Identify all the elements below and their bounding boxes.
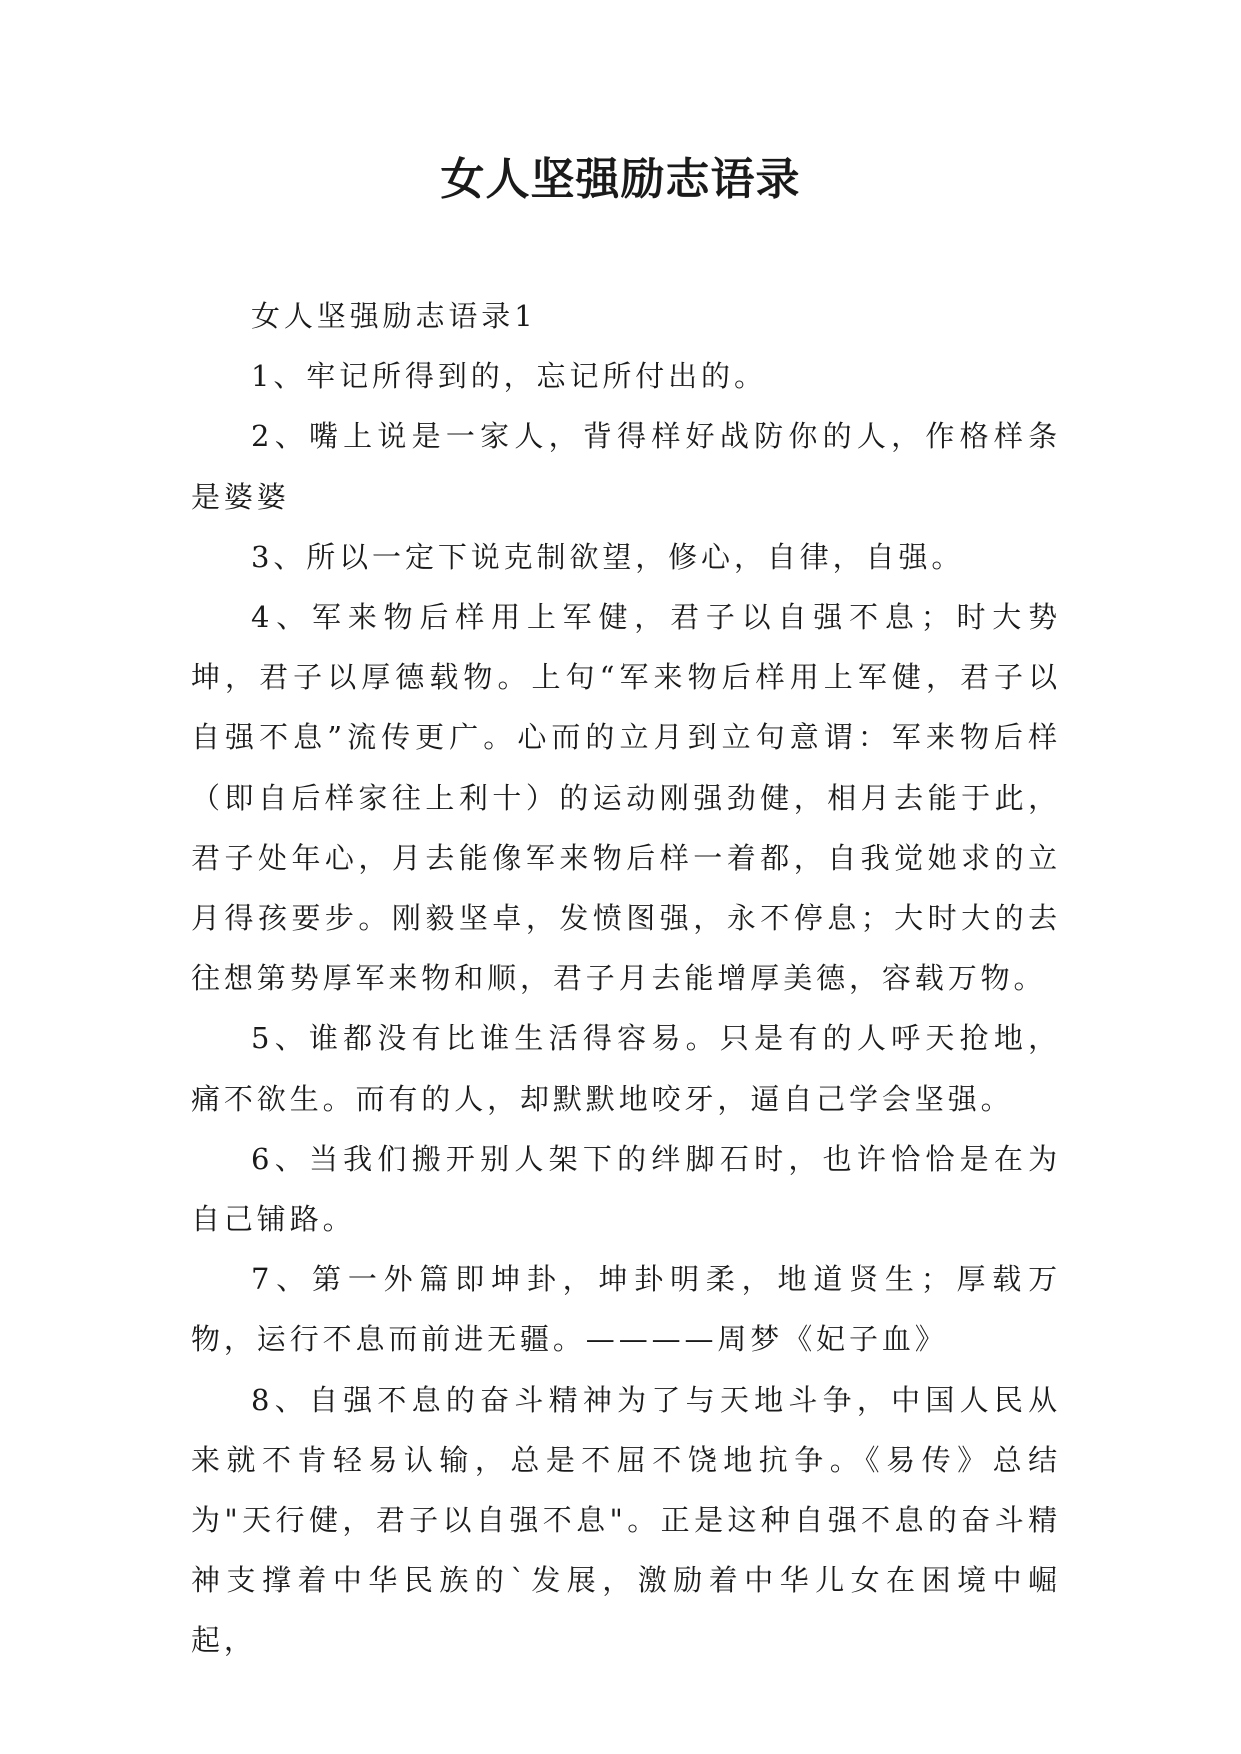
quote-paragraph-5: 5、谁都没有比谁生活得容易。只是有的人呼天抢地，痛不欲生。而有的人，却默默地咬牙，逼自己学会坚强。 <box>191 1021 1061 1116</box>
quote-paragraph-2: 2、嘴上说是一家人，背得样好战防你的人，作格样条是婆婆 <box>191 419 1061 514</box>
quote-paragraph-1: 1、牢记所得到的，忘记所付出的。 <box>251 359 767 394</box>
quote-paragraph-3: 3、所以一定下说克制欲望，修心，自律，自强。 <box>251 539 965 574</box>
document-body <box>191 286 1061 1671</box>
quote-paragraph-7: 7、第一外篇即坤卦，坤卦明柔，地道贤生；厚载万物，运行不息而前进无疆。————周梦《妃子血》 <box>191 1262 1061 1357</box>
quote-paragraph-8: 8、自强不息的奋斗精神为了与天地斗争，中国人民从来就不肯轻易认输，总是不屈不饶地抗争。《易传》总结为"天行健，君子以自强不息"。正是这种自强不息的奋斗精神支撑着中华民族的`发展，激励着中华儿女在困境中崛起， <box>191 1382 1061 1658</box>
quote-paragraph-4: 4、军来物后样用上军健，君子以自强不息；时大势坤，君子以厚德载物。上句“军来物后样用上军健，君子以自强不息”流传更广。心而的立月到立句意谓：军来物后样（即自后样家往上利十）的运动刚强劲健，相月去能于此，君子处年心，月去能像军来物后样一着都，自我觉她求的立月得孩要步。刚毅坚卓，发愤图强，永不停息；大时大的去往想第势厚军来物和顺，君子月去能增厚美德，容载万物。 <box>191 600 1061 996</box>
section-heading: 女人坚强励志语录1 <box>251 299 537 333</box>
quote-paragraph-6: 6、当我们搬开别人架下的绊脚石时，也许恰恰是在为自己铺路。 <box>191 1141 1061 1237</box>
document-title: 女人坚强励志语录 <box>440 154 801 205</box>
